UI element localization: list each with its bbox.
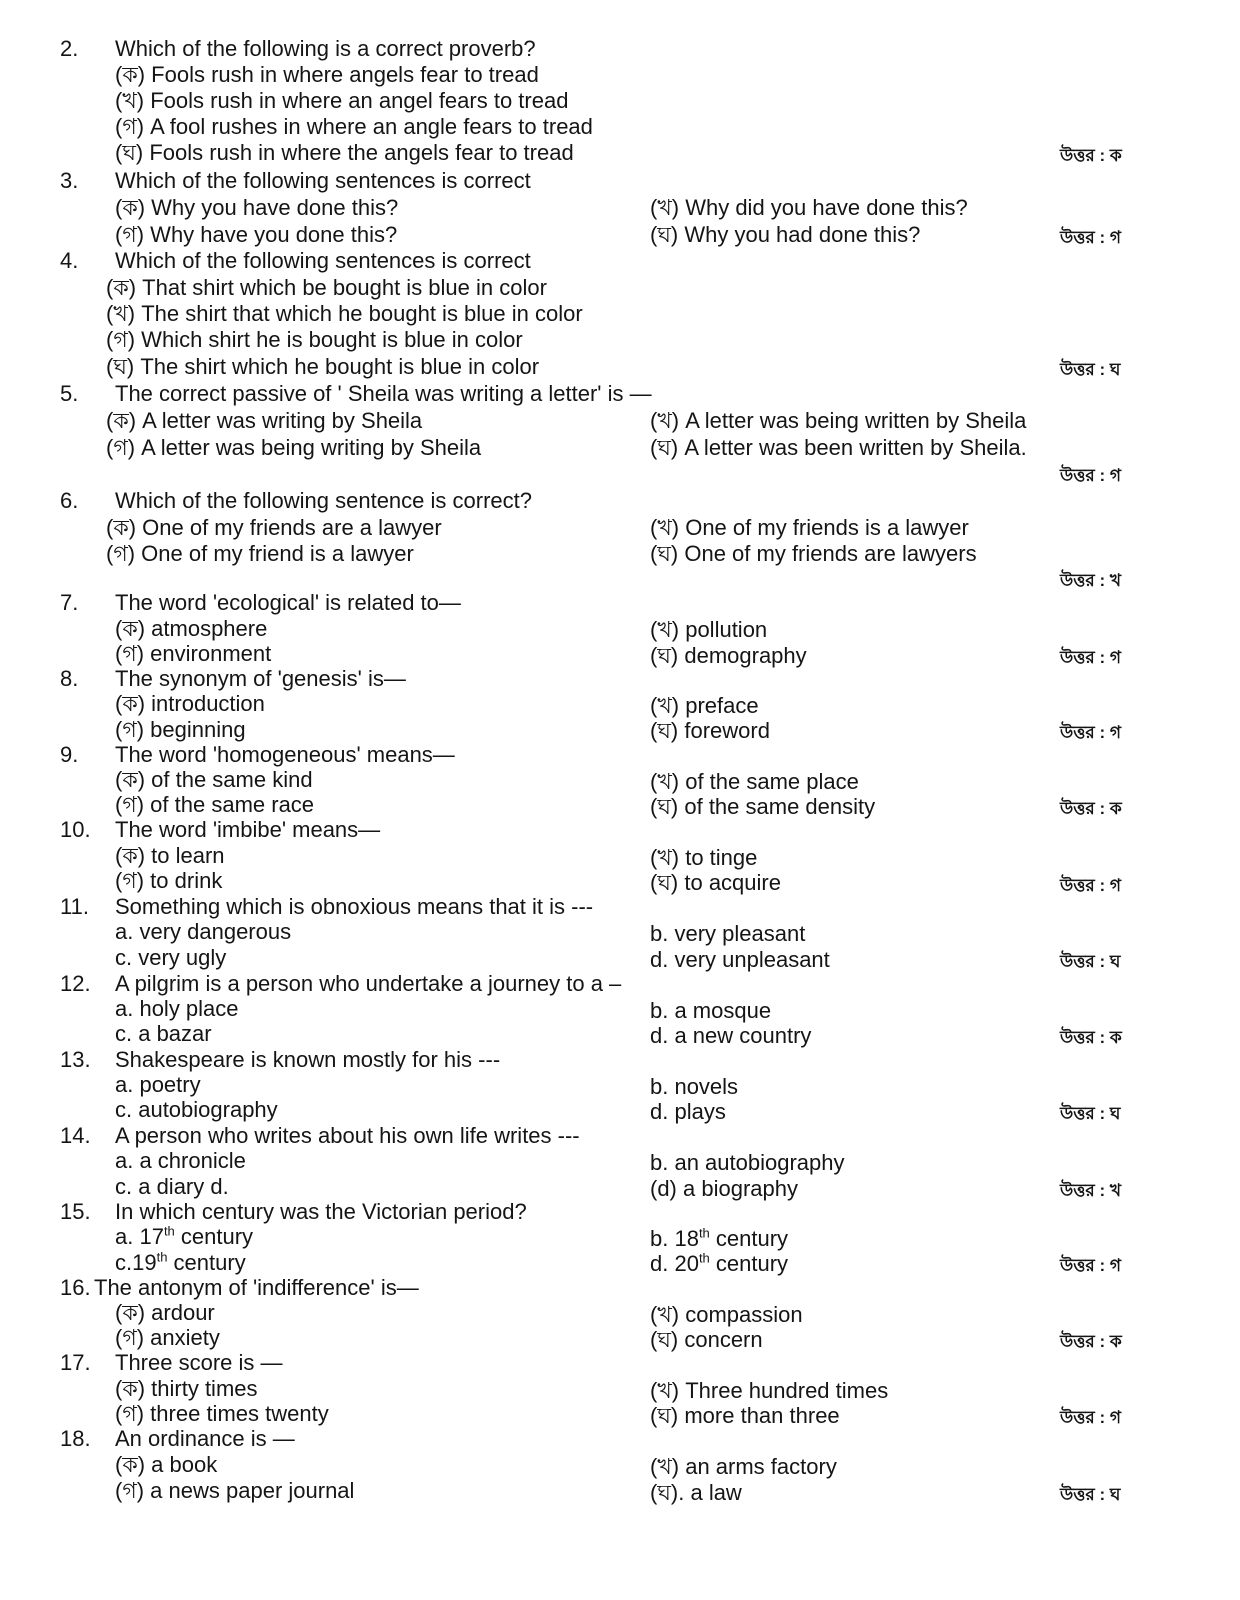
option-ga: (গ) A letter was being writing by Sheila: [106, 435, 482, 460]
question-number: 13.: [60, 1047, 91, 1072]
option-text: century: [709, 1226, 789, 1251]
question-number: 17.: [60, 1350, 91, 1375]
option-ka: (ক) atmosphere: [115, 616, 268, 641]
question-number: 2.: [60, 36, 79, 61]
question-stem: The word 'ecological' is related to—: [115, 590, 461, 615]
answer-label: উত্তর : ঘ: [1060, 952, 1121, 971]
question-number: 3.: [60, 168, 79, 193]
question-stem: The synonym of 'genesis' is—: [115, 666, 406, 691]
answer-label: উত্তর : ঘ: [1060, 1485, 1121, 1504]
option-b: b. very pleasant: [650, 921, 806, 946]
option-gha: (ঘ) concern: [650, 1327, 763, 1352]
option-gha: (ঘ). a law: [650, 1480, 742, 1505]
option-kha: (খ) The shirt that which he bought is blue in color: [106, 301, 583, 326]
option-ka: (ক) A letter was writing by Sheila: [106, 408, 423, 433]
answer-label: উত্তর : গ: [1060, 723, 1122, 742]
option-kha: (খ) of the same place: [650, 769, 859, 794]
option-gha: (ঘ) Fools rush in where the angels fear to tread: [115, 140, 574, 165]
question-number: 15.: [60, 1199, 91, 1224]
option-ka: (ক) of the same kind: [115, 767, 313, 792]
answer-label: উত্তর : গ: [1060, 876, 1122, 895]
option-gha: (ঘ) Why you had done this?: [650, 222, 921, 247]
option-text: century: [167, 1250, 246, 1275]
option-ka: (ক) ardour: [115, 1300, 215, 1325]
answer-label: উত্তর : গ: [1060, 1408, 1122, 1427]
option-gha: (ঘ) more than three: [650, 1403, 840, 1428]
option-superscript: th: [698, 1250, 710, 1266]
question-stem: An ordinance is —: [115, 1426, 295, 1451]
option-kha: (খ) preface: [650, 693, 759, 718]
question-number: 16.: [60, 1275, 91, 1300]
option-ga: (গ) beginning: [115, 717, 246, 742]
answer-label: উত্তর : খ: [1060, 1181, 1122, 1200]
option-text: b. 18: [650, 1226, 699, 1251]
option-ka: (ক) Fools rush in where angels fear to tread: [115, 62, 539, 87]
question-stem: The word 'imbibe' means—: [115, 817, 381, 842]
option-text: century: [174, 1224, 254, 1249]
option-d: [650, 1251, 788, 1277]
answer-label: উত্তর : ক: [1060, 1332, 1122, 1351]
option-ga: (গ) three times twenty: [115, 1401, 329, 1426]
option-ka: (ক) Why you have done this?: [115, 195, 399, 220]
question-number: 6.: [60, 488, 79, 513]
question-stem: Three score is —: [115, 1350, 283, 1375]
answer-label: উত্তর : ক: [1060, 799, 1122, 818]
answer-label: উত্তর : খ: [1060, 571, 1122, 590]
option-c: c. a diary d.: [115, 1174, 229, 1199]
option-superscript: th: [163, 1223, 175, 1239]
question-number: 7.: [60, 590, 79, 615]
question-stem: A person who writes about his own life writes ---: [115, 1123, 580, 1148]
option-a: [115, 1224, 253, 1250]
option-superscript: th: [156, 1249, 168, 1265]
answer-label: উত্তর : ক: [1060, 146, 1122, 165]
option-ga: (গ) to drink: [115, 868, 223, 893]
option-text: a. 17: [115, 1224, 164, 1249]
question-number: 10.: [60, 817, 91, 842]
option-a: a. holy place: [115, 996, 239, 1021]
option-ga: (গ) a news paper journal: [115, 1478, 355, 1503]
option-c: c. a bazar: [115, 1021, 212, 1046]
question-stem: Shakespeare is known mostly for his ---: [115, 1047, 501, 1072]
option-kha: (খ) One of my friends is a lawyer: [650, 515, 969, 540]
question-stem: Something which is obnoxious means that it is ---: [115, 894, 594, 919]
option-gha: (ঘ) One of my friends are lawyers: [650, 541, 977, 566]
option-text: d. 20: [650, 1251, 699, 1276]
question-number: 12.: [60, 971, 91, 996]
option-b: b. an autobiography: [650, 1150, 845, 1175]
option-ka: (ক) a book: [115, 1452, 218, 1477]
answer-label: উত্তর : ঘ: [1060, 360, 1121, 379]
option-text: century: [709, 1251, 789, 1276]
option-a: a. very dangerous: [115, 919, 292, 944]
option-ka: (ক) One of my friends are a lawyer: [106, 515, 442, 540]
question-number: 18.: [60, 1426, 91, 1451]
option-kha: (খ) to tinge: [650, 845, 758, 870]
answer-label: উত্তর : ক: [1060, 1028, 1122, 1047]
option-a: a. poetry: [115, 1072, 201, 1097]
option-kha: (খ) an arms factory: [650, 1454, 837, 1479]
question-stem: Which of the following is a correct proverb?: [115, 36, 536, 61]
option-kha: (খ) Three hundred times: [650, 1378, 889, 1403]
answer-label: উত্তর : ঘ: [1060, 1104, 1121, 1123]
option-ga: (গ) environment: [115, 641, 272, 666]
option-ga: (গ) Why have you done this?: [115, 222, 398, 247]
option-a: a. a chronicle: [115, 1148, 246, 1173]
answer-label: উত্তর : গ: [1060, 228, 1122, 247]
option-c: [115, 1250, 246, 1276]
question-number: 5.: [60, 381, 79, 406]
option-ka: (ক) thirty times: [115, 1376, 258, 1401]
question-number: 8.: [60, 666, 79, 691]
option-d: (d) a biography: [650, 1176, 798, 1201]
question-stem: The antonym of 'indifference' is—: [94, 1275, 419, 1300]
option-kha: (খ) pollution: [650, 617, 768, 642]
option-kha: (খ) A letter was being written by Sheila: [650, 408, 1027, 433]
question-number: 4.: [60, 248, 79, 273]
option-kha: (খ) Fools rush in where an angel fears to tread: [115, 88, 569, 113]
question-number: 9.: [60, 742, 79, 767]
option-kha: (খ) Why did you have done this?: [650, 195, 968, 220]
option-d: d. a new country: [650, 1023, 812, 1048]
question-stem: A pilgrim is a person who undertake a journey to a –: [115, 971, 622, 996]
option-gha: (ঘ) The shirt which he bought is blue in color: [106, 354, 540, 379]
option-b: b. novels: [650, 1074, 739, 1099]
option-kha: (খ) compassion: [650, 1302, 803, 1327]
option-d: d. plays: [650, 1099, 726, 1124]
answer-label: উত্তর : গ: [1060, 1256, 1122, 1275]
option-ga: (গ) of the same race: [115, 792, 315, 817]
answer-label: উত্তর : গ: [1060, 648, 1122, 667]
option-text: c.19: [115, 1250, 157, 1275]
option-gha: (ঘ) to acquire: [650, 870, 781, 895]
option-b: b. a mosque: [650, 998, 772, 1023]
option-c: c. very ugly: [115, 945, 227, 970]
option-gha: (ঘ) of the same density: [650, 794, 876, 819]
answer-label: উত্তর : গ: [1060, 466, 1122, 485]
question-number: 11.: [60, 894, 89, 919]
option-ga: (গ) anxiety: [115, 1325, 220, 1350]
question-stem: Which of the following sentences is correct: [115, 168, 531, 193]
question-number: 14.: [60, 1123, 91, 1148]
option-ka: (ক) to learn: [115, 843, 225, 868]
option-ga: (গ) A fool rushes in where an angle fears to tread: [115, 114, 593, 139]
question-stem: Which of the following sentences is correct: [115, 248, 531, 273]
option-ga: (গ) Which shirt he is bought is blue in color: [106, 327, 523, 352]
question-stem: The correct passive of ' Sheila was writing a letter' is —: [115, 381, 652, 406]
option-gha: (ঘ) foreword: [650, 718, 770, 743]
option-ga: (গ) One of my friend is a lawyer: [106, 541, 414, 566]
question-stem: Which of the following sentence is correct?: [115, 488, 532, 513]
option-b: [650, 1226, 788, 1252]
question-stem: In which century was the Victorian period?: [115, 1199, 527, 1224]
question-stem: The word 'homogeneous' means—: [115, 742, 455, 767]
option-gha: (ঘ) A letter was been written by Sheila.: [650, 435, 1027, 460]
option-gha: (ঘ) demography: [650, 643, 807, 668]
option-d: d. very unpleasant: [650, 947, 830, 972]
option-superscript: th: [698, 1225, 710, 1241]
option-ka: (ক) That shirt which be bought is blue in color: [106, 275, 547, 300]
option-ka: (ক) introduction: [115, 691, 265, 716]
option-c: c. autobiography: [115, 1097, 278, 1122]
